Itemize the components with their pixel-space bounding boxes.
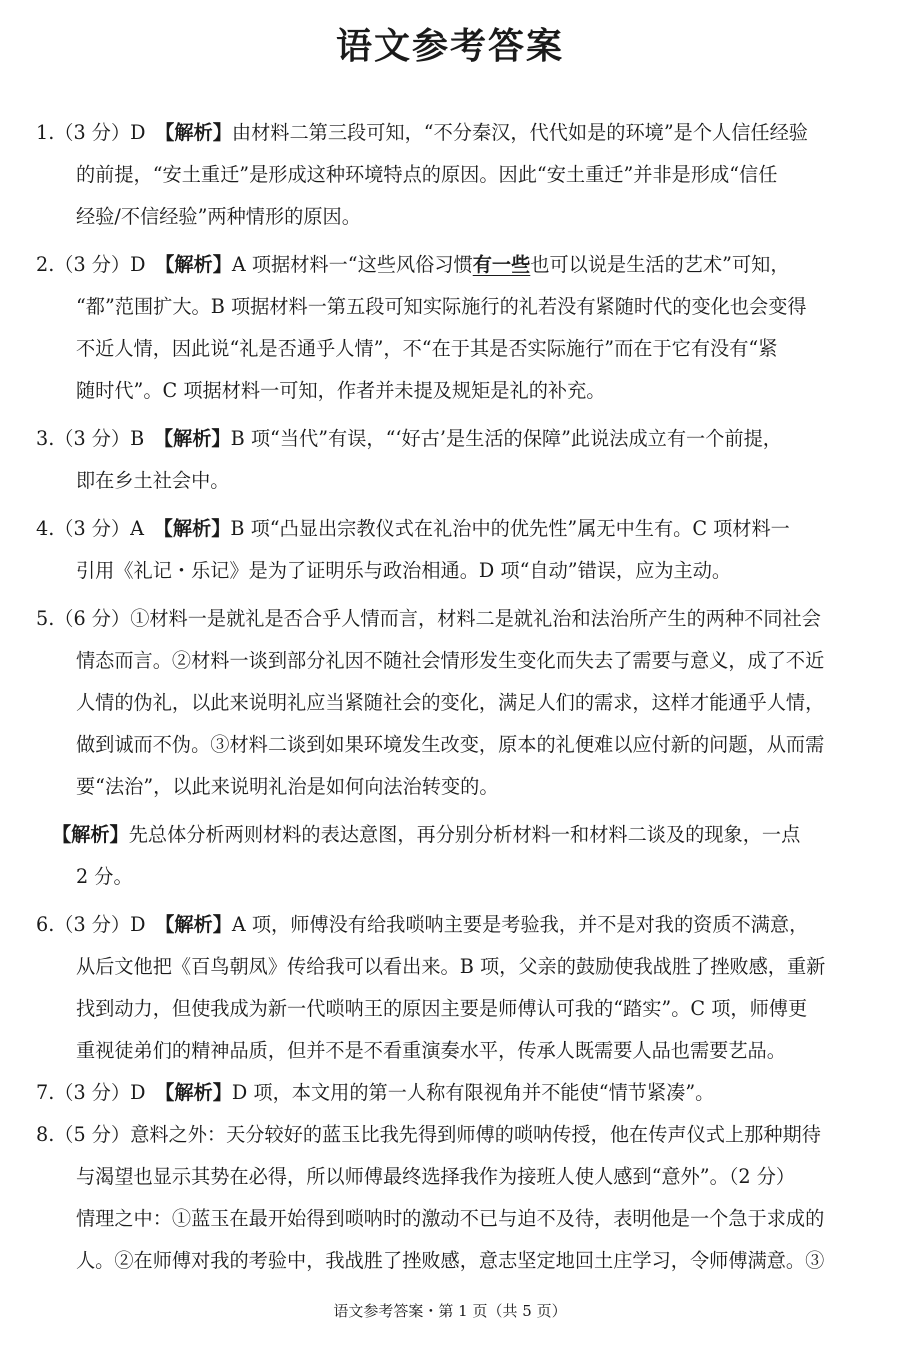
analysis-label: 【解析】 (164, 1081, 232, 1104)
answer-text: 先总体分析两则材料的表达意图，再分别分析材料一和材料二谈及的现象，一点 (128, 823, 801, 846)
answer-item-2 (0, 244, 900, 412)
answer-text: 经验/不信经验”两种情形的原因。 (76, 205, 361, 228)
answer-item-1 (0, 112, 900, 238)
answer-text: 与渴望也显示其势在必得，所以师傅最终选择我作为接班人使人感到“意外”。（2 分） (76, 1165, 796, 1188)
answer-text: ①材料一是就礼是否合乎人情而言，材料二是就礼治和法治所产生的两种不同社会 (130, 607, 821, 630)
answer-text: 的前提，“安土重迁”是形成这种环境特点的原因。因此“安土重迁”并非是形成“信任 (76, 163, 778, 186)
emphasized-text: 有一些 (472, 253, 531, 276)
answer-text: 人情的伪礼，以此来说明礼应当紧随社会的变化，满足人们的需求，这样才能通乎人情， (76, 691, 825, 714)
answer-head: 6.（3 分）D (36, 913, 165, 936)
answer-head: 1.（3 分）D (36, 121, 165, 144)
answer-text: D 项，本文用的第一人称有限视角并不能使“情节紧凑”。 (231, 1081, 715, 1104)
answer-text: 也可以说是生活的艺术”可知， (530, 253, 790, 276)
answer-text: 随时代”。C 项据材料一可知，作者并未提及规矩是礼的补充。 (76, 379, 606, 402)
analysis-label: 【解析】 (164, 253, 232, 276)
answer-text: 人。②在师傅对我的考验中，我战胜了挫败感，意志坚定地回土庄学习，令师傅满意。③ (76, 1249, 825, 1272)
answer-text: 找到动力，但使我成为新一代唢呐王的原因主要是师傅认可我的“踏实”。C 项，师傅更 (76, 997, 808, 1020)
answer-item-8 (0, 1114, 900, 1282)
answer-text: 引用《礼记・乐记》是为了证明乐与政治相通。D 项“自动”错误，应为主动。 (76, 559, 732, 582)
answer-text: 从后文他把《百鸟朝凤》传给我可以看出来。B 项，父亲的鼓励使我战胜了挫败感，重新 (76, 955, 826, 978)
answer-text: B 项“当代”有误，“‘好古’是生活的保障”此说法成立有一个前提， (230, 427, 782, 450)
answer-text: 2 分。 (76, 865, 133, 888)
answer-text: A 项据材料一“这些风俗习惯 (231, 253, 473, 276)
answer-text: 重视徒弟们的精神品质，但并不是不看重演奏水平，传承人既需要人品也需要艺品。 (76, 1039, 786, 1062)
answer-head: 2.（3 分）D (36, 253, 165, 276)
answer-text: 由材料二第三段可知，“不分秦汉，代代如是的环境”是个人信任经验 (231, 121, 808, 144)
answer-text: “都”范围扩大。B 项据材料一第五段可知实际施行的礼若没有紧随时代的变化也会变得 (76, 295, 807, 318)
answer-item-7 (0, 1072, 900, 1114)
page-footer: 语文参考答案・第 1 页（共 5 页） (333, 1302, 567, 1320)
analysis-label: 【解析】 (164, 121, 232, 144)
answer-text: 即在乡土社会中。 (76, 469, 230, 492)
answer-head: 7.（3 分）D (36, 1081, 165, 1104)
answer-text: 情态而言。②材料一谈到部分礼因不随社会情形发生变化而失去了需要与意义，成了不近 (76, 649, 825, 672)
answer-text: 情理之中：①蓝玉在最开始得到唢呐时的激动不已与迫不及待，表明他是一个急于求成的 (76, 1207, 825, 1230)
answer-head: 8.（5 分） (36, 1123, 131, 1146)
answer-head: 4.（3 分）A (36, 517, 164, 540)
analysis-label: 【解析】 (163, 427, 231, 450)
answer-text: 意料之外：天分较好的蓝玉比我先得到师傅的唢呐传授，他在传声仪式上那种期待 (130, 1123, 821, 1146)
analysis-label: 【解析】 (164, 913, 232, 936)
analysis-label: 【解析】 (163, 517, 231, 540)
answer-head: 3.（3 分）B (36, 427, 164, 450)
analysis-note (0, 814, 900, 856)
answer-text: A 项，师傅没有给我唢呐主要是考验我，并不是对我的资质不满意， (231, 913, 809, 936)
answer-head: 5.（6 分） (36, 607, 131, 630)
answer-item-5 (0, 598, 900, 898)
analysis-label: 【解析】 (52, 823, 129, 846)
answer-text: 要“法治”，以此来说明礼治是如何向法治转变的。 (76, 775, 499, 798)
answer-text: 做到诚而不伪。③材料二谈到如果环境发生改变，原本的礼便难以应付新的问题，从而需 (76, 733, 825, 756)
answer-text: 不近人情，因此说“礼是否通乎人情”，不“在于其是否实际施行”而在于它有没有“紧 (76, 337, 778, 360)
answer-list (0, 112, 900, 1282)
answer-item-3 (0, 418, 900, 502)
page-title: 语文参考答案 (335, 25, 564, 67)
answer-text: B 项“凸显出宗教仪式在礼治中的优先性”属无中生有。C 项材料一 (230, 517, 790, 540)
answer-item-4 (0, 508, 900, 592)
answer-item-6 (0, 904, 900, 1072)
